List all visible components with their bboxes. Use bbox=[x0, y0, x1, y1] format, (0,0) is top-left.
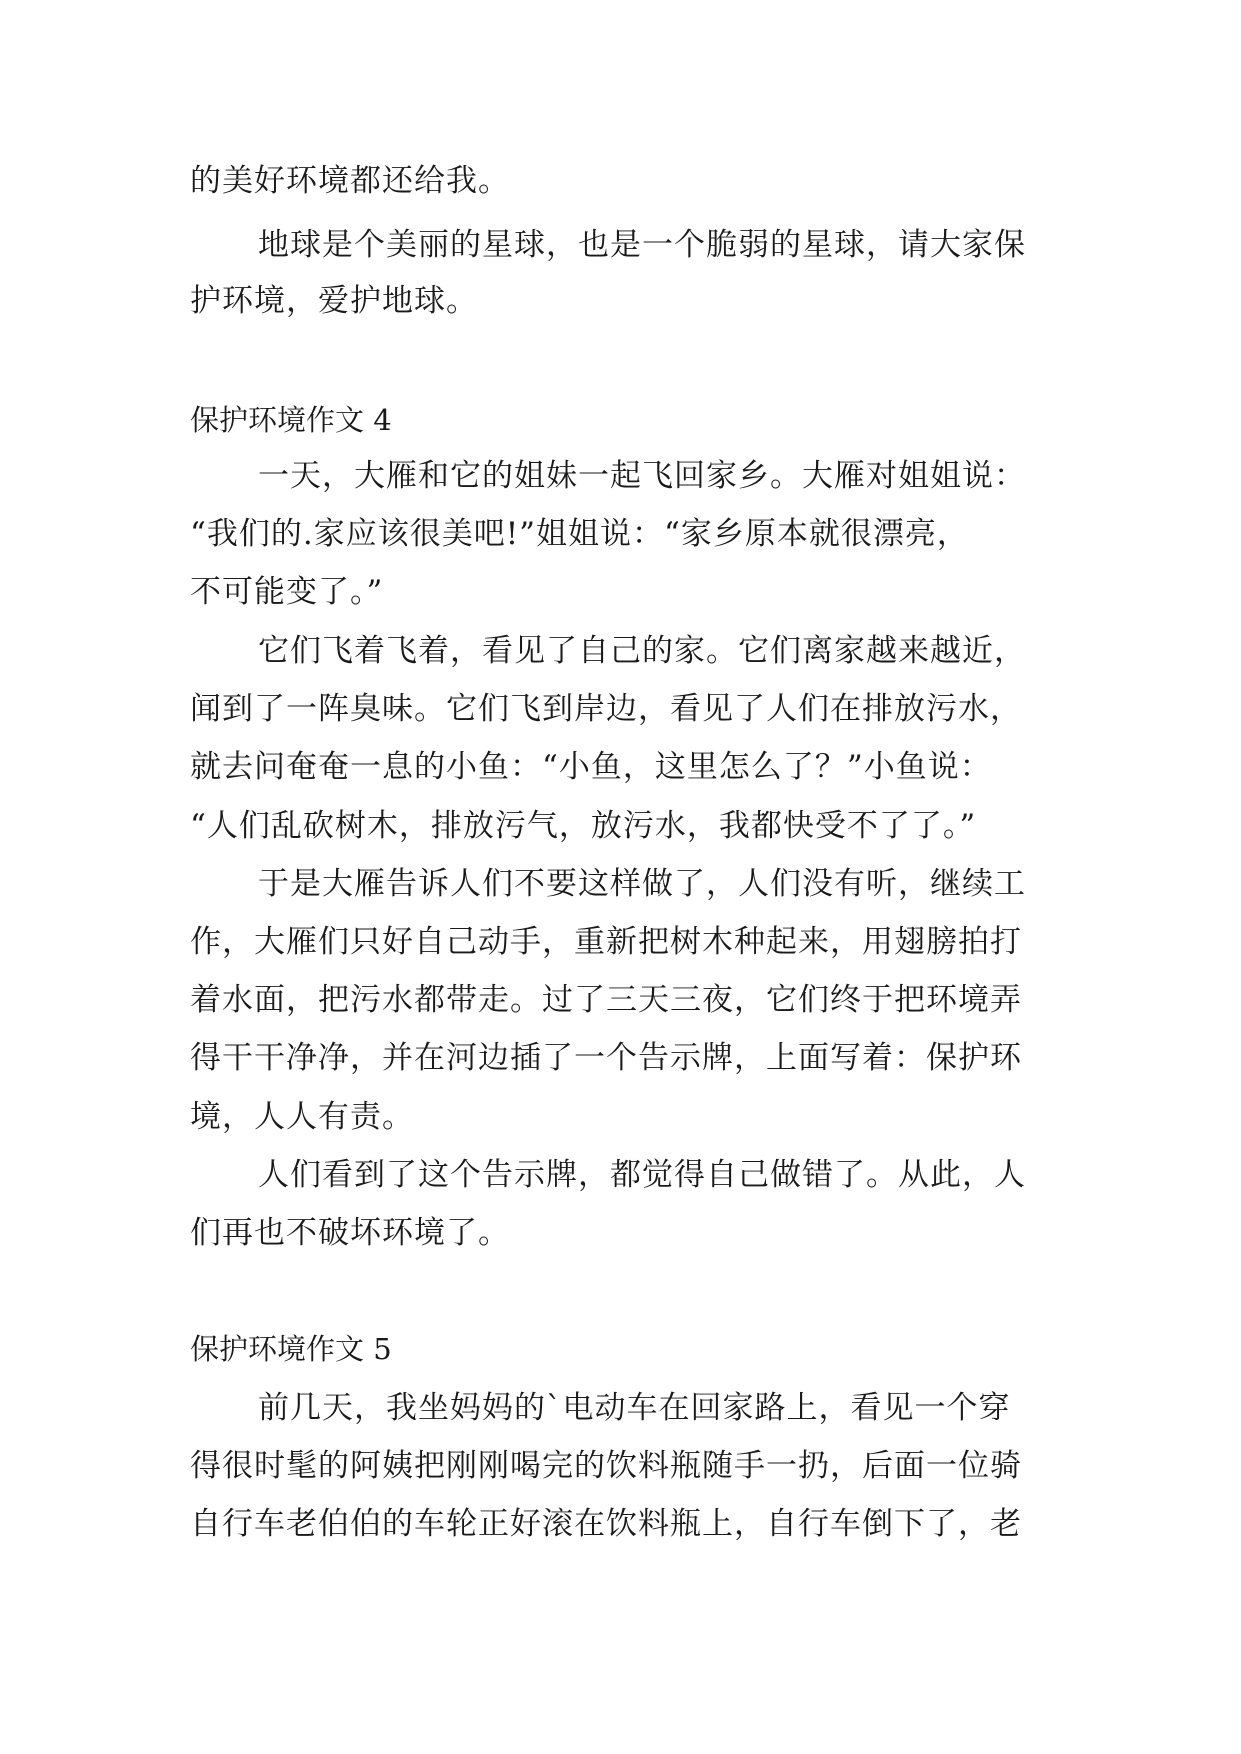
text-line: 的美好环境都还给我。 bbox=[190, 163, 510, 199]
text-line: 闻到了一阵臭味。它们飞到岸边，看见了人们在排放污水， bbox=[190, 691, 1022, 727]
text-line: 前几天，我坐妈妈的`电动车在回家路上，看见一个穿 bbox=[258, 1390, 1011, 1426]
text-line: 们再也不破坏环境了。 bbox=[190, 1215, 510, 1251]
section-heading: 保护环境作文 5 bbox=[190, 1332, 392, 1366]
text-line: “人们乱砍树木，排放污气，放污水，我都快受不了了。” bbox=[190, 808, 977, 844]
text-line: 人们看到了这个告示牌，都觉得自己做错了。从此，人 bbox=[258, 1157, 1026, 1193]
text-line: 不可能变了。” bbox=[190, 574, 384, 610]
text-line: 着水面，把污水都带走。过了三天三夜，它们终于把环境弄 bbox=[190, 982, 1022, 1018]
text-line: 得干干净净，并在河边插了一个告示牌，上面写着：保护环 bbox=[190, 1040, 1022, 1076]
text-line: 境，人人有责。 bbox=[190, 1099, 414, 1135]
text-line: 作，大雁们只好自己动手，重新把树木种起来，用翅膀拍打 bbox=[190, 924, 1022, 960]
text-line: 一天，大雁和它的姐妹一起飞回家乡。大雁对姐姐说： bbox=[258, 458, 1026, 494]
text-line: 得很时髦的阿姨把刚刚喝完的饮料瓶随手一扔，后面一位骑 bbox=[190, 1448, 1022, 1484]
text-line: “我们的.家应该很美吧!”姐姐说：“家乡原本就很漂亮， bbox=[190, 516, 969, 552]
text-line: 护环境，爱护地球。 bbox=[190, 283, 478, 319]
text-line: 它们飞着飞着，看见了自己的家。它们离家越来越近， bbox=[258, 633, 1026, 669]
text-line: 于是大雁告诉人们不要这样做了，人们没有听，继续工 bbox=[258, 866, 1026, 902]
text-line: 自行车老伯伯的车轮正好滚在饮料瓶上，自行车倒下了，老 bbox=[190, 1506, 1022, 1542]
text-line: 地球是个美丽的星球，也是一个脆弱的星球，请大家保 bbox=[258, 227, 1026, 263]
text-line: 就去问奄奄一息的小鱼：“小鱼，这里怎么了？”小鱼说： bbox=[190, 749, 992, 785]
section-heading: 保护环境作文 4 bbox=[190, 403, 392, 437]
